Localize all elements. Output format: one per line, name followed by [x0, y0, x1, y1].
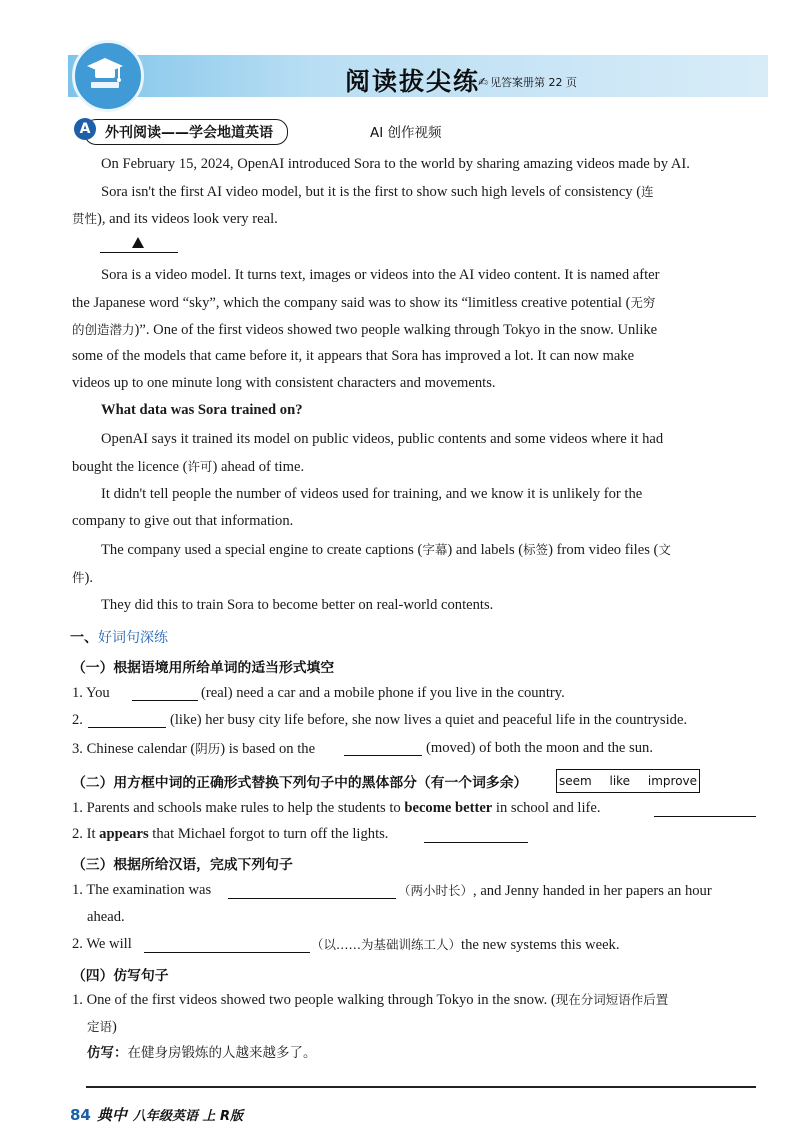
gloss: 许可: [187, 459, 213, 474]
exercise-item-rest: (like) her busy city life before, she now lives a quiet and peaceful life in the countryside.: [170, 712, 688, 728]
section-title: 外刊阅读——学会地道英语: [84, 119, 288, 145]
section-badge-icon: A: [74, 118, 96, 140]
text: ) from video files (: [548, 542, 659, 558]
part-title: [70, 627, 168, 647]
answer-blank[interactable]: [344, 755, 422, 756]
answer-blank[interactable]: [132, 700, 198, 701]
text: the Japanese word “sky”, which the company said was to show its “limitless creative potential (: [72, 295, 631, 311]
answer-blank[interactable]: [228, 898, 396, 899]
exercise-item-rest: [311, 936, 620, 954]
bold-phrase: become better: [404, 800, 493, 816]
exercise-item-cont: [87, 1018, 117, 1036]
gloss: 的创造潜力: [72, 322, 135, 337]
passage-line: They did this to train Sora to become better on real-world contents.: [101, 597, 494, 613]
gloss: 件: [72, 570, 85, 585]
text: 1. You: [72, 685, 110, 701]
exercise-item: 1. The examination was: [72, 882, 212, 898]
gloss: 现在分词短语作后置: [555, 992, 669, 1007]
answer-note: [478, 74, 577, 90]
text: ) ahead of time.: [212, 459, 305, 475]
subsection-title: （四）仿写句子: [72, 968, 169, 984]
gloss: 贯性: [72, 211, 98, 226]
answer-blank[interactable]: [144, 952, 310, 953]
text: in school and life.: [492, 800, 601, 816]
section-subtitle: AI 创作视频: [370, 125, 442, 141]
exercise-item: [72, 826, 388, 843]
word-box: seem like improve: [556, 769, 700, 793]
title-blank[interactable]: [100, 252, 178, 253]
page-number: 84: [70, 1106, 91, 1124]
passage-line: [72, 294, 655, 312]
bold-phrase: appears: [99, 826, 149, 842]
text: )”. One of the first videos showed two people walking through Tokyo in the snow. Unlike: [134, 322, 658, 338]
book-title: 八年级英语 上 R版: [132, 1109, 243, 1124]
text: the new systems this week.: [461, 937, 620, 953]
gloss: 定语: [87, 1019, 113, 1034]
gloss: （两小时长）: [398, 883, 474, 898]
answer-note-text: 见答案册第 22 页: [490, 76, 578, 89]
passage-line: company to give out that information.: [72, 513, 294, 529]
answer-blank[interactable]: [88, 727, 166, 728]
imitation-text: 在健身房锻炼的人越来越多了。: [127, 1045, 317, 1061]
text: ).: [84, 570, 94, 586]
text: bought the licence (: [72, 459, 188, 475]
imitation-label: 仿写：: [87, 1045, 128, 1061]
gloss: 标签: [523, 542, 549, 557]
text: 1. Parents and schools make rules to help the students to: [72, 800, 405, 816]
exercise-item: [72, 740, 315, 758]
text: 2. It: [72, 826, 100, 842]
text: 1. One of the first videos showed two people walking through Tokyo in the snow. (: [72, 992, 556, 1008]
gloss: 阴历: [195, 741, 221, 756]
passage-line: [72, 569, 93, 587]
brand-logo: 典中: [96, 1106, 127, 1124]
graduation-cap-icon: [85, 55, 125, 93]
text: ), and its videos look very real.: [97, 211, 278, 227]
text: ) and labels (: [447, 542, 524, 558]
text: , and Jenny handed in her papers an hour: [473, 883, 712, 899]
gloss: 字幕: [422, 542, 448, 557]
text: Sora isn't the first AI video model, but it is the first to show such high levels of consistency (: [101, 184, 642, 200]
question-heading: What data was Sora trained on?: [101, 402, 303, 418]
text: that Michael forgot to turn off the lights.: [148, 826, 389, 842]
subsection-title: （一）根据语境用所给单词的适当形式填空: [72, 660, 335, 676]
gloss: 无穷: [630, 295, 656, 310]
text: ): [112, 1019, 117, 1035]
exercise-item: [72, 991, 668, 1009]
exercise-item: 2. We will: [72, 936, 132, 952]
subsection-title: （二）用方框中词的正确形式替换下列句子中的黑体部分（有一个词多余）: [72, 775, 528, 791]
passage-line: [72, 458, 304, 476]
exercise-item-rest: (real) need a car and a mobile phone if you live in the country.: [201, 685, 565, 701]
text: ) is based on the: [220, 741, 316, 757]
exercise-item-cont: ahead.: [87, 909, 125, 925]
passage-line: On February 15, 2024, OpenAI introduced Sora to the world by sharing amazing videos made by AI.: [101, 156, 690, 172]
exercise-item-rest: (moved) of both the moon and the sun.: [426, 740, 653, 756]
passage-line: [72, 210, 278, 228]
passage-line: [101, 541, 671, 559]
passage-line: [72, 321, 657, 339]
exercise-item: [72, 800, 601, 817]
answer-blank[interactable]: [654, 816, 756, 817]
passage-line: videos up to one minute long with consistent characters and movements.: [72, 375, 496, 391]
imitation-prompt: [87, 1045, 317, 1062]
page-footer: [70, 1104, 243, 1125]
text: The company used a special engine to create captions (: [101, 542, 423, 558]
passage-line: It didn't tell people the number of videos used for training, and we know it is unlikely for the: [101, 486, 643, 502]
page-title: 阅读拔尖练: [345, 67, 481, 96]
answer-blank[interactable]: [424, 842, 528, 843]
gloss: （以……为基础训练工人）: [311, 937, 462, 952]
passage-line: [101, 183, 654, 201]
header-emblem: [72, 40, 144, 112]
exercise-item-rest: [398, 882, 712, 900]
exercise-item: 2.: [72, 712, 83, 728]
gloss: 文: [658, 542, 671, 557]
answer-line[interactable]: [86, 1086, 756, 1088]
triangle-marker-icon: [132, 237, 144, 248]
pencil-icon: ✍: [478, 75, 489, 89]
exercise-item: [72, 685, 110, 702]
gloss: 连: [641, 184, 654, 199]
part-label: 好词句深练: [98, 630, 168, 646]
passage-line: Sora is a video model. It turns text, images or videos into the AI video content. It is named after: [101, 267, 660, 283]
passage-line: some of the models that came before it, it appears that Sora has improved a lot. It can now make: [72, 348, 635, 364]
passage-line: OpenAI says it trained its model on public videos, public contents and some videos where it had: [101, 431, 664, 447]
part-number: 一、: [70, 630, 98, 646]
subsection-title: （三）根据所给汉语，完成下列句子: [72, 857, 293, 873]
text: 3. Chinese calendar (: [72, 741, 196, 757]
